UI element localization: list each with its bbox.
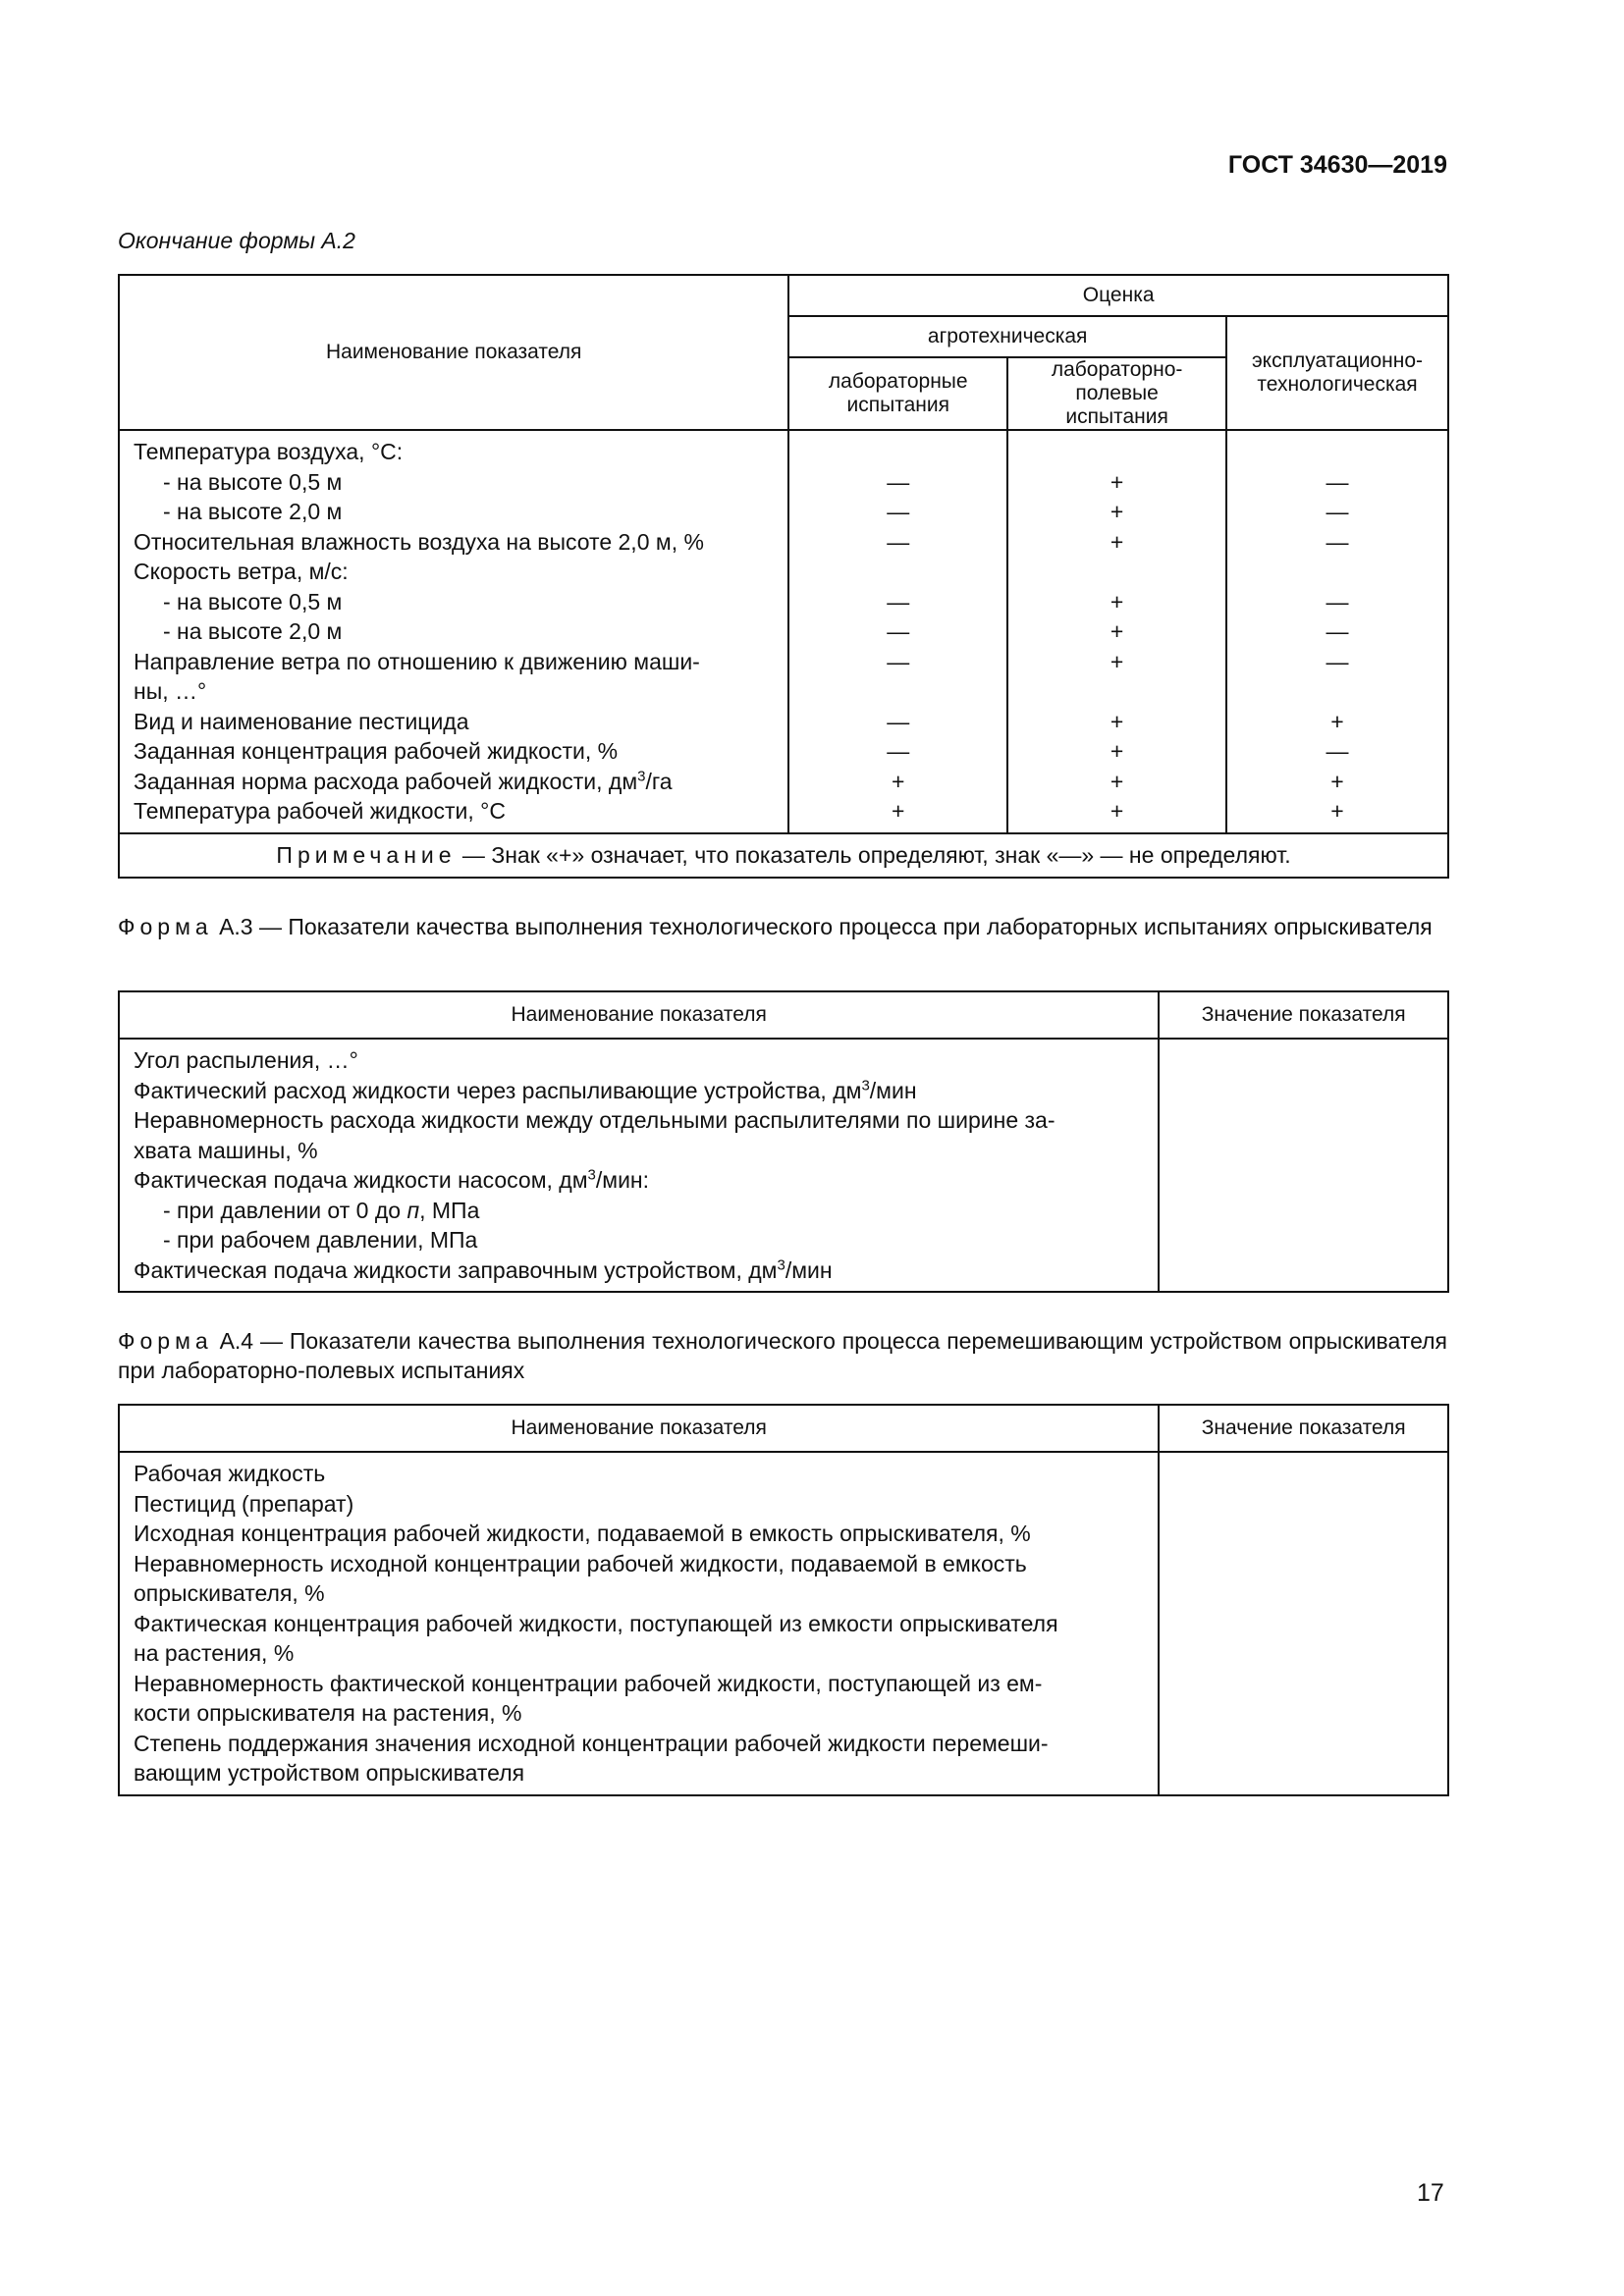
indicator-row: на растения, %	[134, 1640, 295, 1666]
indicator-name: - на высоте 0,5 м	[163, 468, 343, 495]
indicator-name: Заданная концентрация рабочей жидкости, %	[134, 738, 619, 764]
indicator-name: - при давлении от 0 до	[163, 1197, 407, 1223]
field-mark	[1008, 676, 1225, 707]
indicator-row	[134, 647, 774, 677]
field-mark	[1008, 437, 1225, 467]
indicator-name: хвата машины, %	[134, 1137, 318, 1163]
indicator-name: Фактическая подача жидкости насосом, дм	[134, 1167, 588, 1193]
unit-tail: , МПа	[419, 1197, 480, 1223]
form-a4-indicators	[119, 1452, 1159, 1795]
form-a4-table	[118, 1404, 1449, 1796]
operational-mark: —	[1326, 738, 1349, 764]
lab-mark: —	[887, 708, 910, 734]
field-mark: +	[1110, 738, 1124, 764]
note-text: — Знак «+» означает, что показатель определяют, знак «—» — не определяют.	[456, 841, 1291, 868]
field-mark: +	[1110, 708, 1124, 734]
indicator-row: кости опрыскивателя на растения, %	[134, 1700, 522, 1726]
operational-mark: —	[1326, 468, 1349, 495]
lab-mark: —	[887, 618, 910, 644]
indicator-name: - на высоте 2,0 м	[163, 499, 343, 524]
indicator-row	[134, 1076, 1144, 1106]
operational-marks-cell	[1226, 430, 1448, 833]
unit-exponent: 3	[587, 1166, 596, 1184]
field-mark: +	[1110, 528, 1124, 555]
indicator-row	[134, 1255, 1144, 1286]
lab-mark	[789, 437, 1006, 467]
lab-mark: —	[887, 528, 910, 555]
indicator-row: Неравномерность исходной концентрации рабочей жидкости, подаваемой в емкость	[134, 1550, 1027, 1576]
indicator-name: Относительная влажность воздуха на высоте 2,0 м, %	[134, 528, 704, 555]
lab-mark: +	[892, 798, 905, 824]
form-a3-header-value: Значение показателя	[1159, 991, 1448, 1039]
note	[119, 833, 1448, 878]
page-number: 17	[1417, 2179, 1444, 2207]
indicator-name: ны, …°	[134, 678, 207, 704]
note-label: Примечание	[276, 841, 457, 868]
indicator-row: Исходная концентрация рабочей жидкости, подаваемой в емкость опрыскивателя, %	[134, 1521, 1031, 1546]
indicator-row: Фактическая концентрация рабочей жидкости, поступающей из емкости опрыскивателя	[134, 1610, 1058, 1636]
operational-mark: —	[1326, 618, 1349, 644]
unit-tail: /мин:	[595, 1167, 650, 1193]
indicator-name: Скорость ветра, м/с:	[134, 559, 349, 584]
indicator-name: Направление ветра по отношению к движению маши-	[134, 648, 700, 674]
unit-exponent: 3	[777, 1255, 785, 1273]
operational-mark	[1227, 437, 1447, 467]
form-a3-header-name: Наименование показателя	[119, 991, 1159, 1039]
lab-marks-cell	[788, 430, 1007, 833]
operational-mark: —	[1326, 588, 1349, 614]
operational-mark	[1227, 676, 1447, 707]
form-a4-header-value: Значение показателя	[1159, 1405, 1448, 1452]
indicator-row: Неравномерность фактической концентрации рабочей жидкости, поступающей из ем-	[134, 1670, 1043, 1696]
header-field: лабораторно-полевые испытания	[1007, 357, 1226, 430]
indicator-row	[134, 707, 774, 737]
indicator-name: Температура рабочей жидкости, °С	[134, 798, 506, 824]
lab-mark: —	[887, 648, 910, 674]
indicator-row	[134, 616, 774, 647]
field-mark: +	[1110, 798, 1124, 824]
indicator-name: Температура воздуха, °С:	[134, 439, 404, 464]
unit-tail: /мин	[785, 1256, 833, 1283]
indicator-name: Фактический расход жидкости через распыливающие устройства, дм	[134, 1077, 862, 1103]
indicator-row: опрыскивателя, %	[134, 1580, 325, 1606]
indicator-row: Степень поддержания значения исходной концентрации рабочей жидкости перемеши-	[134, 1730, 1049, 1756]
indicator-row	[134, 527, 774, 558]
form-a2-end-caption: Окончание формы А.2	[118, 228, 355, 253]
form-a3-caption	[118, 912, 1447, 941]
field-mark: +	[1110, 768, 1124, 794]
field-mark: +	[1110, 588, 1124, 614]
indicator-row: Пестицид (препарат)	[134, 1490, 354, 1517]
indicator-row	[134, 1225, 1144, 1255]
variable-n: п	[406, 1197, 420, 1223]
operational-mark: +	[1330, 768, 1344, 794]
operational-mark: +	[1330, 708, 1344, 734]
indicator-row	[134, 467, 774, 498]
document-id: ГОСТ 34630—2019	[1227, 151, 1447, 179]
unit-tail: /га	[645, 768, 673, 794]
indicator-row	[134, 1196, 1144, 1226]
indicator-row	[134, 676, 774, 707]
header-assessment: Оценка	[788, 275, 1448, 316]
unit-exponent: 3	[637, 767, 646, 784]
field-mark: +	[1110, 499, 1124, 524]
indicator-row	[134, 736, 774, 767]
operational-mark	[1227, 557, 1447, 587]
indicator-row	[134, 1105, 1144, 1136]
indicator-name: - при рабочем давлении, МПа	[163, 1227, 478, 1253]
indicator-row	[134, 557, 774, 587]
form-a3-label: Форма	[118, 914, 213, 939]
indicator-row	[134, 497, 774, 527]
indicator-name: Фактическая подача жидкости заправочным устройством, дм	[134, 1256, 778, 1283]
form-a4-label: Форма	[118, 1328, 213, 1354]
form-a3-table	[118, 990, 1449, 1293]
indicator-names-cell	[119, 430, 788, 833]
indicator-name: - на высоте 0,5 м	[163, 588, 343, 614]
operational-mark: +	[1330, 798, 1344, 824]
indicator-row	[134, 1165, 1144, 1196]
field-mark: +	[1110, 468, 1124, 495]
field-mark: +	[1110, 618, 1124, 644]
indicator-name: Неравномерность расхода жидкости между отдельными распылителями по ширине за-	[134, 1107, 1056, 1133]
field-mark	[1008, 557, 1225, 587]
operational-mark: —	[1326, 648, 1349, 674]
lab-mark	[789, 557, 1006, 587]
header-agrotechnical: агротехническая	[788, 316, 1226, 357]
lab-mark: —	[887, 588, 910, 614]
indicator-name: Угол распыления, …°	[134, 1047, 358, 1073]
lab-mark: —	[887, 499, 910, 524]
header-lab: лабораторные испытания	[788, 357, 1007, 430]
form-a4-caption	[118, 1326, 1447, 1385]
indicator-row: Рабочая жидкость	[134, 1461, 326, 1486]
unit-exponent: 3	[861, 1076, 870, 1094]
indicator-row	[134, 587, 774, 617]
field-marks-cell	[1007, 430, 1226, 833]
lab-mark: +	[892, 768, 905, 794]
form-a2-table	[118, 274, 1449, 879]
operational-mark: —	[1326, 499, 1349, 524]
form-a4-title: А.4 — Показатели качества выполнения технологического процесса перемешивающим устройством опрыскивателя при лабораторно-полевых испытаниях	[118, 1328, 1447, 1383]
lab-mark: —	[887, 738, 910, 764]
indicator-name: Вид и наименование пестицида	[134, 708, 469, 734]
header-operational: эксплуатационно-технологическая	[1226, 316, 1448, 430]
lab-mark: —	[887, 468, 910, 495]
indicator-name: Заданная норма расхода рабочей жидкости, дм	[134, 768, 638, 794]
field-mark: +	[1110, 648, 1124, 674]
lab-mark	[789, 676, 1006, 707]
indicator-row	[134, 796, 774, 827]
indicator-row: вающим устройством опрыскивателя	[134, 1760, 525, 1786]
operational-mark: —	[1326, 528, 1349, 555]
indicator-row	[134, 1045, 1144, 1076]
unit-tail: /мин	[869, 1077, 917, 1103]
indicator-row	[134, 1136, 1144, 1166]
form-a4-header-name: Наименование показателя	[119, 1405, 1159, 1452]
form-a3-indicators	[119, 1039, 1159, 1292]
form-a3-title: А.3 — Показатели качества выполнения технологического процесса при лабораторных испытаниях опрыскивателя	[219, 914, 1433, 939]
header-name: Наименование показателя	[119, 275, 788, 430]
indicator-row	[134, 767, 774, 797]
indicator-name: - на высоте 2,0 м	[163, 618, 343, 644]
form-a3-values	[1159, 1039, 1448, 1292]
indicator-row	[134, 437, 774, 467]
form-a4-values	[1159, 1452, 1448, 1795]
